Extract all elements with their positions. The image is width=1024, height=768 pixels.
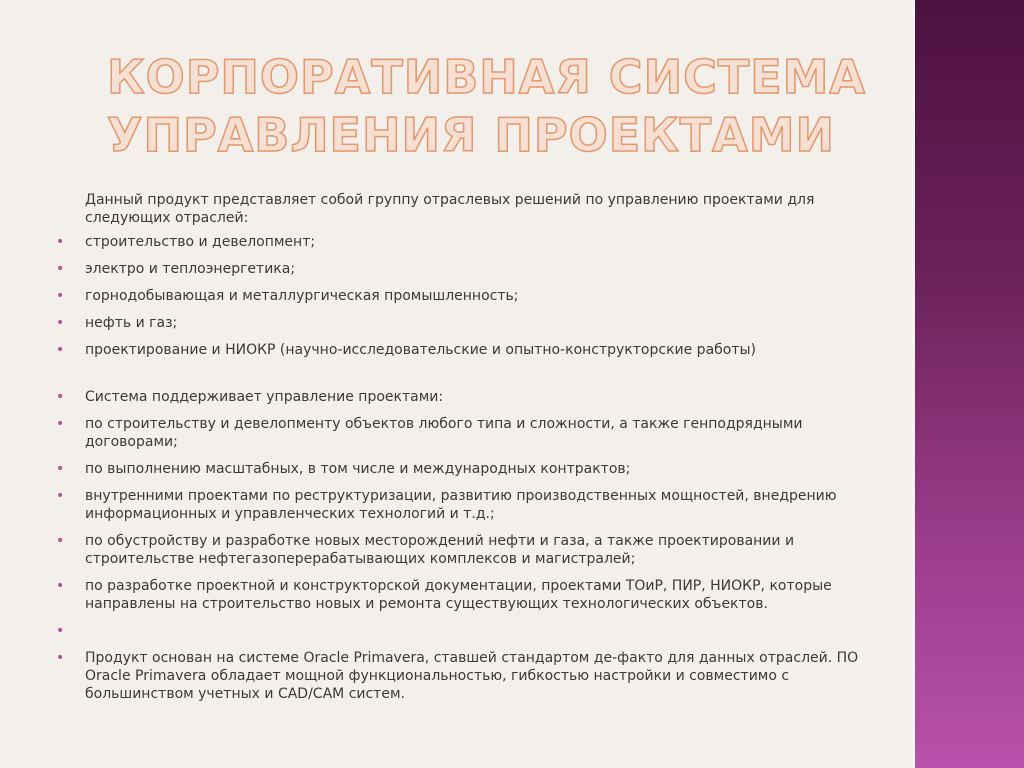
- system-item-documentation: • по разработке проектной и конструкторской документации, проектами ТОиР, ПИР, НИОКР, которые направлены на строительство новых и ремонта существующих технологических объектов.: [53, 577, 891, 613]
- band-divider: [912, 0, 915, 768]
- system-item-contracts: • по выполнению масштабных, в том числе и международных контрактов;: [53, 460, 891, 478]
- page-title: [107, 48, 867, 164]
- system-item-internal: • внутренними проектами по реструктуризации, развитию производственных мощностей, внедрению информационных и управленческих технологий и т.д.;: [53, 487, 891, 523]
- system-intro-item: • Система поддерживает управление проектами:: [53, 388, 891, 406]
- intro-text: Данный продукт представляет собой группу отраслевых решений по управлению проектами для следующих отраслей:: [85, 192, 815, 226]
- spacer: [53, 368, 891, 388]
- closing-item: • Продукт основан на системе Oracle Primavera, ставшей стандартом де-факто для данных отраслей. ПО Oracle Primavera обладает мощной функциональностью, гибкостью настройки и совместимо с большинством учетных и CAD/CAM систем.: [53, 649, 891, 703]
- sector-item-energy: • электро и теплоэнергетика;: [53, 260, 891, 278]
- empty-bullet: [53, 622, 891, 640]
- system-item-oil-fields: • по обустройству и разработке новых месторождений нефти и газа, а также проектировании и строительстве нефтегазоперерабатывающих комплексов и магистралей;: [53, 532, 891, 568]
- title-line-1: КОРПОРАТИВНАЯ СИСТЕМА: [107, 50, 866, 104]
- title-line-2: УПРАВЛЕНИЯ ПРОЕКТАМИ: [107, 108, 835, 162]
- sector-item-mining: • горнодобывающая и металлургическая промышленность;: [53, 287, 891, 305]
- sector-item-rnd: • проектирование и НИОКР (научно-исследовательские и опытно-конструкторские работы): [53, 341, 891, 359]
- right-decorative-band: [912, 0, 1024, 768]
- sector-item-oil-gas: • нефть и газ;: [53, 314, 891, 332]
- system-item-construction: • по строительству и девелопменту объектов любого типа и сложности, а также генподрядными договорами;: [53, 415, 891, 451]
- slide-content: [53, 191, 891, 712]
- sector-item-construction: • строительство и девелопмент;: [53, 233, 891, 251]
- bullet-list: [53, 233, 891, 703]
